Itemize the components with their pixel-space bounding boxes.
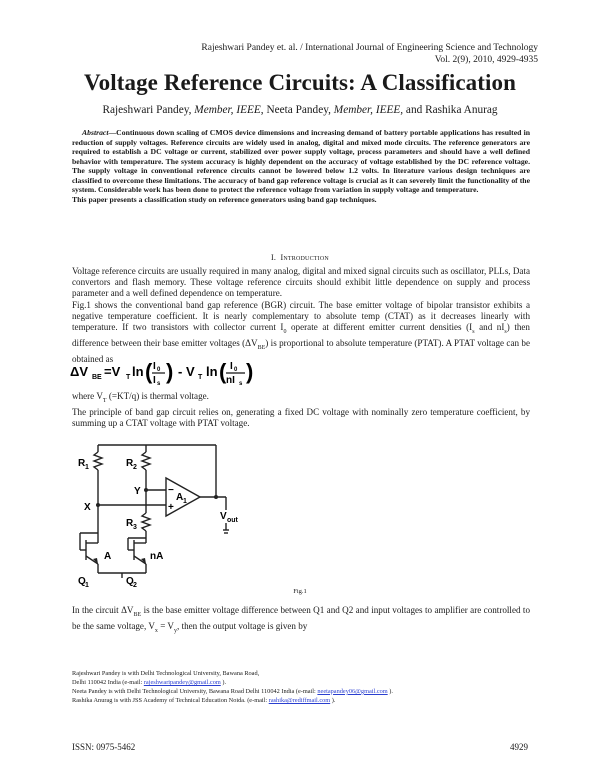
author-2-membership: Member, IEEE,: [333, 104, 404, 116]
svg-text:1: 1: [85, 464, 89, 471]
svg-text:BE: BE: [92, 374, 102, 381]
bgr-circuit-diagram: [76, 438, 276, 588]
svg-text:- V: - V: [178, 364, 195, 379]
svg-text:T: T: [198, 374, 203, 381]
running-header: [201, 42, 538, 66]
svg-text:I: I: [230, 361, 233, 372]
svg-text:+: +: [168, 502, 174, 513]
abstract: [72, 128, 530, 204]
header-volume: Vol. 2(9), 2010, 4929-4935: [434, 55, 538, 65]
svg-text:R: R: [126, 458, 134, 469]
author-footnotes: [72, 670, 393, 706]
svg-text:=V: =V: [104, 364, 121, 379]
svg-text:A: A: [176, 492, 184, 503]
svg-text:T: T: [126, 374, 131, 381]
svg-text:2: 2: [133, 582, 137, 588]
svg-text:ln: ln: [206, 364, 218, 379]
abstract-text: —Continuous down scaling of CMOS device dimensions and increasing demand of battery portable applications has resulted in reduction of supply voltages. Reference circuits are widely used in analog, digital and mixed mode circuits. The reference generators are required to establish a DC voltage or current, stabilized over power supply voltage, process parameters and should have a well defined behavior with temperature. The system accuracy is highly dependent on the accuracy of voltage established by the DC reference voltage. The supply voltage in conventional reference circuits cannot be lowered below 1.2 volts. In literature various design techniques are classified to overcome these limitations. The accuracy of band gap reference voltage is crucial as it can severely limit the functionality of the system. Considerable work has been done to protect the reference voltage from variation in supply voltage and temperature.: [72, 128, 530, 194]
svg-text:I: I: [153, 361, 156, 372]
author-3: and Rashika Anurag: [403, 104, 498, 116]
svg-text:nI: nI: [226, 375, 235, 386]
svg-text:): ): [166, 359, 174, 384]
svg-text:s: s: [239, 381, 243, 387]
email-link-neeta[interactable]: neetapandey06@gmail.com: [317, 687, 388, 695]
svg-text:3: 3: [133, 524, 137, 531]
author-line: [0, 104, 600, 116]
circuit-text: [72, 605, 530, 637]
header-journal: Rajeshwari Pandey et. al. / International Journal of Engineering Science and Technology: [201, 43, 538, 53]
paper-title: Voltage Reference Circuits: A Classification: [84, 70, 516, 95]
svg-text:0: 0: [157, 367, 161, 373]
svg-text:Q: Q: [78, 576, 86, 587]
intro-text: [72, 266, 530, 365]
author-1-membership: Member, IEEE: [194, 104, 261, 116]
svg-text:s: s: [157, 381, 161, 387]
author-2: , Neeta Pandey,: [260, 104, 334, 116]
svg-text:): ): [246, 359, 254, 384]
equation-graphic: [70, 357, 270, 387]
page-number: 4929: [510, 742, 528, 752]
equation-delta-vbe: [70, 357, 270, 390]
paragraph-1: Voltage reference circuits are usually required in many analog, digital and mixed signal circuits such as oscillator, PLLs, Data convertors and flash memory. These voltage reference circuits should exhibit little dependence on supply and process parameter and a well defined dependence on temperature.: [72, 266, 530, 299]
svg-text:2: 2: [133, 464, 137, 471]
email-link-rashika[interactable]: rashika@rediffmail.com: [268, 696, 331, 704]
svg-text:ΔV: ΔV: [70, 364, 89, 379]
svg-text:−: −: [168, 485, 174, 496]
svg-text:V: V: [220, 511, 227, 522]
svg-text:nA: nA: [150, 551, 164, 562]
abstract-label: Abstract: [82, 128, 109, 137]
email-link-rajeshwari[interactable]: rajeshwaripandey@gmail.com: [143, 678, 221, 686]
svg-text:ln: ln: [132, 364, 144, 379]
footnote-3: Rashika Anurag is with JSS Academy of Technical Education Noida. (e-mail: rashika@rediffmail.com ).: [72, 696, 336, 704]
svg-text:Y: Y: [134, 486, 141, 497]
figure-1-circuit: [76, 438, 276, 593]
svg-text:X: X: [84, 502, 91, 513]
footnote-2: Neeta Pandey is with Delhi Technological University, Bawana Road Delhi 110042 India (e-mail: neetapandey06@gmail.com ).: [72, 687, 393, 695]
svg-text:(: (: [145, 359, 153, 384]
footnote-1-line-1: Rajeshwari Pandey is with Delhi Technological University, Bawana Road,: [72, 670, 260, 677]
svg-text:1: 1: [183, 498, 187, 505]
svg-text:1: 1: [85, 582, 89, 588]
issn-footer: ISSN: 0975-5462: [72, 742, 136, 752]
svg-text:A: A: [104, 551, 112, 562]
svg-text:I: I: [153, 375, 156, 386]
paragraph-4: The principle of band gap circuit relies on, generating a fixed DC voltage with nominally zero temperature coefficient, by summing up a CTAT voltage with PTAT voltage.: [72, 407, 530, 429]
section-title: Introduction: [280, 253, 329, 262]
abstract-text-2: This paper presents a classification study on reference generators using band gap techniques.: [72, 194, 377, 204]
principle-text: [72, 391, 530, 429]
svg-text:(: (: [219, 359, 227, 384]
svg-text:out: out: [227, 517, 238, 524]
author-1: Rajeshwari Pandey,: [102, 104, 195, 116]
paragraph-5: In the circuit $\Delta V_{BE}$ is the base emitter voltage difference between Q1 and Q2 and input voltages to amplifier are controlled to be the same voltage, $V_x = V_y$, then the output voltage is given by: [72, 605, 530, 634]
section-number: I.: [271, 253, 277, 262]
paragraph-3: where $V_T$ (=KT/q) is thermal voltage.: [72, 391, 209, 404]
svg-text:0: 0: [234, 367, 238, 373]
svg-text:Q: Q: [126, 576, 134, 587]
svg-text:R: R: [78, 458, 86, 469]
figure-caption: Fig.1: [293, 588, 307, 595]
footnote-1-line-2: Delhi 110042 India (e-mail: rajeshwaripandey@gmail.com ).: [72, 678, 227, 686]
section-heading: [0, 253, 600, 262]
svg-text:R: R: [126, 518, 134, 529]
paragraph-2: Fig.1 shows the conventional band gap reference (BGR) circuit. The base emitter voltage of bipolar transistor exhibits a negative temperature coefficient. It is nearly complementary to absolute temp (CTAT) as it decreases linearly with temperature. If two transistors with collector current $I_0$ operate at different emitter current densities ($I_s$ and $nI_s$) then difference between their base emitter voltages $(\Delta V_{BE})$ is proportional to absolute temperature (PTAT). A PTAT voltage can be obtained as: [72, 299, 530, 365]
